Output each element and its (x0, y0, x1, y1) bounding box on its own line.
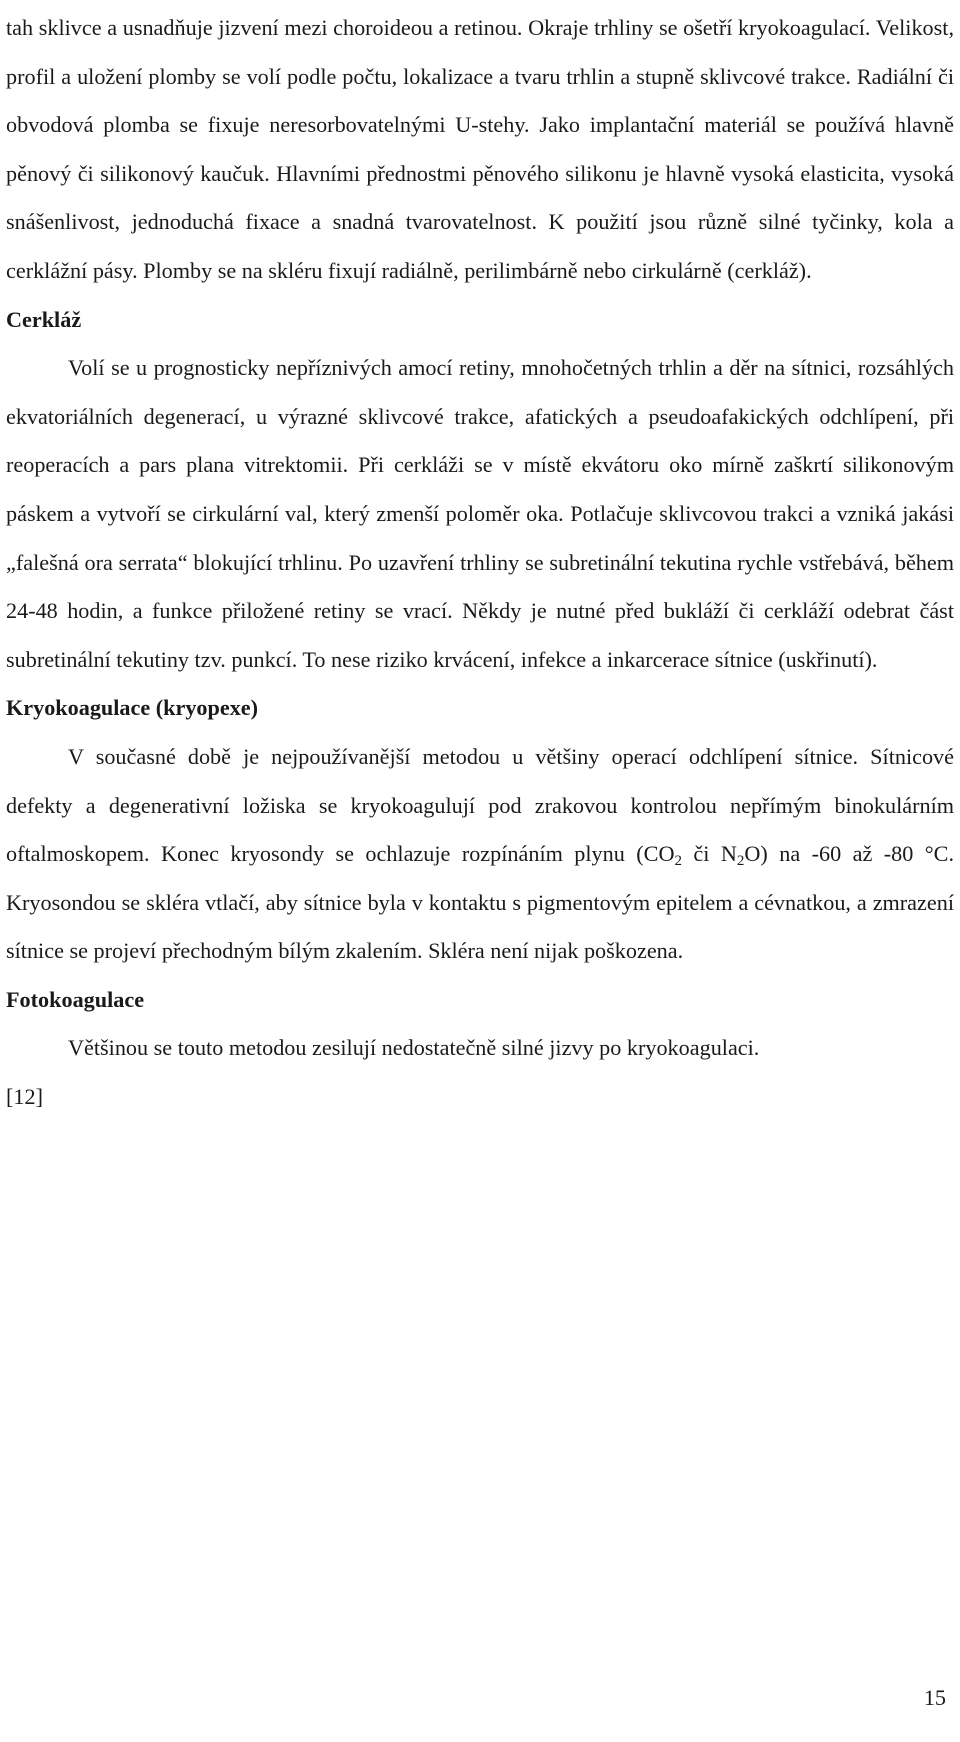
kryo-text-end: O) na -60 až -80 °C. Kryosondou se skléra vtlačí, aby sítnice byla v kontaktu s pigmentovým epitelem a cévnatkou, a zmrazení sítnice se projeví přechodným bílým zkalením. Skléra není nijak poškozena. (6, 841, 954, 964)
kryo-text-start: V současné době je nejpoužívanější metodou u většiny operací odchlípení sítnice. Sítnicové defekty a degenerativní ložiska se kryokoagulují pod zrakovou kontrolou nepřímým binokulárním oftalmoskopem. Konec kryosondy se ochlazuje rozpínáním plynu (CO (6, 743, 954, 867)
heading-kryokoagulace: Kryokoagulace (kryopexe) (6, 695, 259, 721)
paragraph-cerklaz: Volí se u prognosticky nepříznivých amocí retiny, mnohočetných trhlin a děr na sítnici, rozsáhlých ekvatoriálních degenerací, u výrazné sklivcové trakce, afatických a pseudoafakických odchlípení, při reoperacích a pars plana vitrektomii. Při cerkláži se v místě ekvátoru oko mírně zaškrtí silikonovým páskem a vytvoří se cirkulární val, který zmenší poloměr oka. Potlačuje sklivcovou trakci a vzniká jakási „falešná ora serrata“ blokující trhlinu. Po uzavření trhliny se subretinální tekutina rychle vstřebává, během 24-48 hodin, a funkce přiložené retiny se vrací. Někdy je nutné před bukláží či cerkláží odebrat část subretinální tekutiny tzv. punkcí. To nese riziko krvácení, infekce a inkarcerace sítnice (uskřinutí). (6, 355, 954, 672)
heading-fotokoagulace: Fotokoagulace (6, 986, 145, 1012)
paragraph-fotokoagulace: Většinou se touto metodou zesilují nedostatečně silné jizvy po kryokoagulaci. (68, 1035, 760, 1061)
heading-cerklaz: Cerkláž (6, 306, 82, 332)
kryo-text-middle: či N (682, 841, 737, 867)
reference-citation: [12] (6, 1084, 43, 1110)
document-page (6, 0, 954, 1122)
co2-subscript: 2 (674, 853, 682, 870)
paragraph-kryokoagulace (6, 733, 954, 976)
page-number: 15 (923, 1685, 946, 1710)
n2o-subscript: 2 (736, 853, 745, 870)
paragraph-plomba-continuation: tah sklivce a usnadňuje jizvení mezi choroideou a retinou. Okraje trhliny se ošetří kryokoagulací. Velikost, profil a uložení plomby se volí podle počtu, lokalizace a tvaru trhlin a stupně sklivcové trakce. Radiální či obvodová plomba se fixuje neresorbovatelnými U-stehy. Jako implantační materiál se používá hlavně pěnový či silikonový kaučuk. Hlavními přednostmi pěnového silikonu je hlavně vysoká elasticita, vysoká snášenlivost, jednoduchá fixace a snadná tvarovatelnost. K použití jsou různě silné tyčinky, kola a cerklážní pásy. Plomby se na skléru fixují radiálně, perilimbárně nebo cirkulárně (cerkláž). (6, 15, 954, 283)
